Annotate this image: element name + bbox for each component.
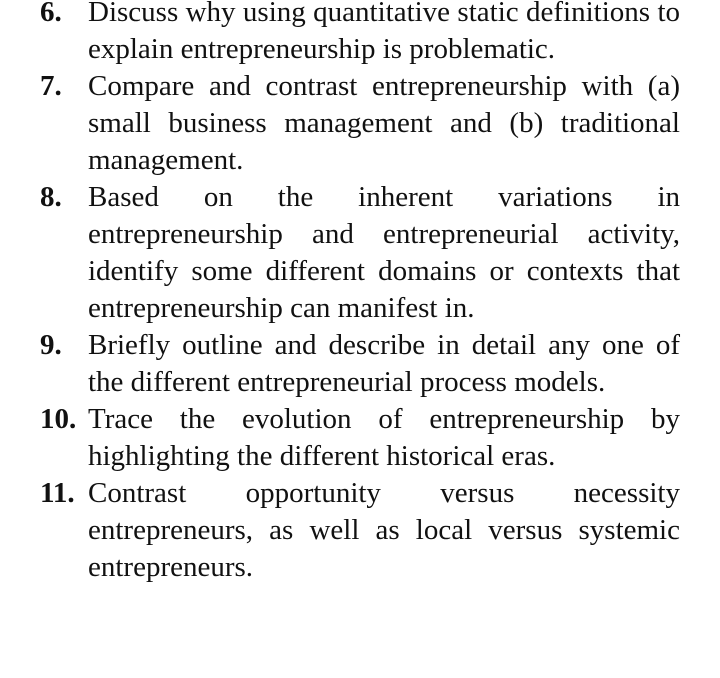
- question-item-11: [40, 475, 680, 586]
- question-item-8: [40, 179, 680, 327]
- question-item-9: [40, 327, 680, 401]
- question-number: 11.: [40, 477, 75, 509]
- question-list: [40, 0, 680, 586]
- question-text: Trace the evolution of entrepreneurship by highlighting the different historical eras.: [88, 403, 680, 472]
- question-number: 9.: [40, 329, 62, 361]
- question-text: Discuss why using quantitative static definitions to explain entrepreneurship is problematic.: [88, 0, 680, 65]
- question-item-10: [40, 401, 680, 475]
- question-text: Based on the inherent variations in entrepreneurship and entrepreneurial activity, identify some different domains or contexts that entrepreneurship can manifest in.: [88, 181, 680, 324]
- question-item-7: [40, 68, 680, 179]
- question-number: 10.: [40, 403, 77, 435]
- question-number: 8.: [40, 181, 62, 213]
- question-item-6: [40, 0, 680, 68]
- question-number: 6.: [40, 0, 62, 28]
- question-text: Briefly outline and describe in detail any one of the different entrepreneurial process models.: [88, 329, 680, 398]
- question-number: 7.: [40, 70, 62, 102]
- question-text: Compare and contrast entrepreneurship with (a) small business management and (b) traditional management.: [88, 70, 680, 176]
- question-text: Contrast opportunity versus necessity entrepreneurs, as well as local versus systemic entrepreneurs.: [88, 477, 680, 583]
